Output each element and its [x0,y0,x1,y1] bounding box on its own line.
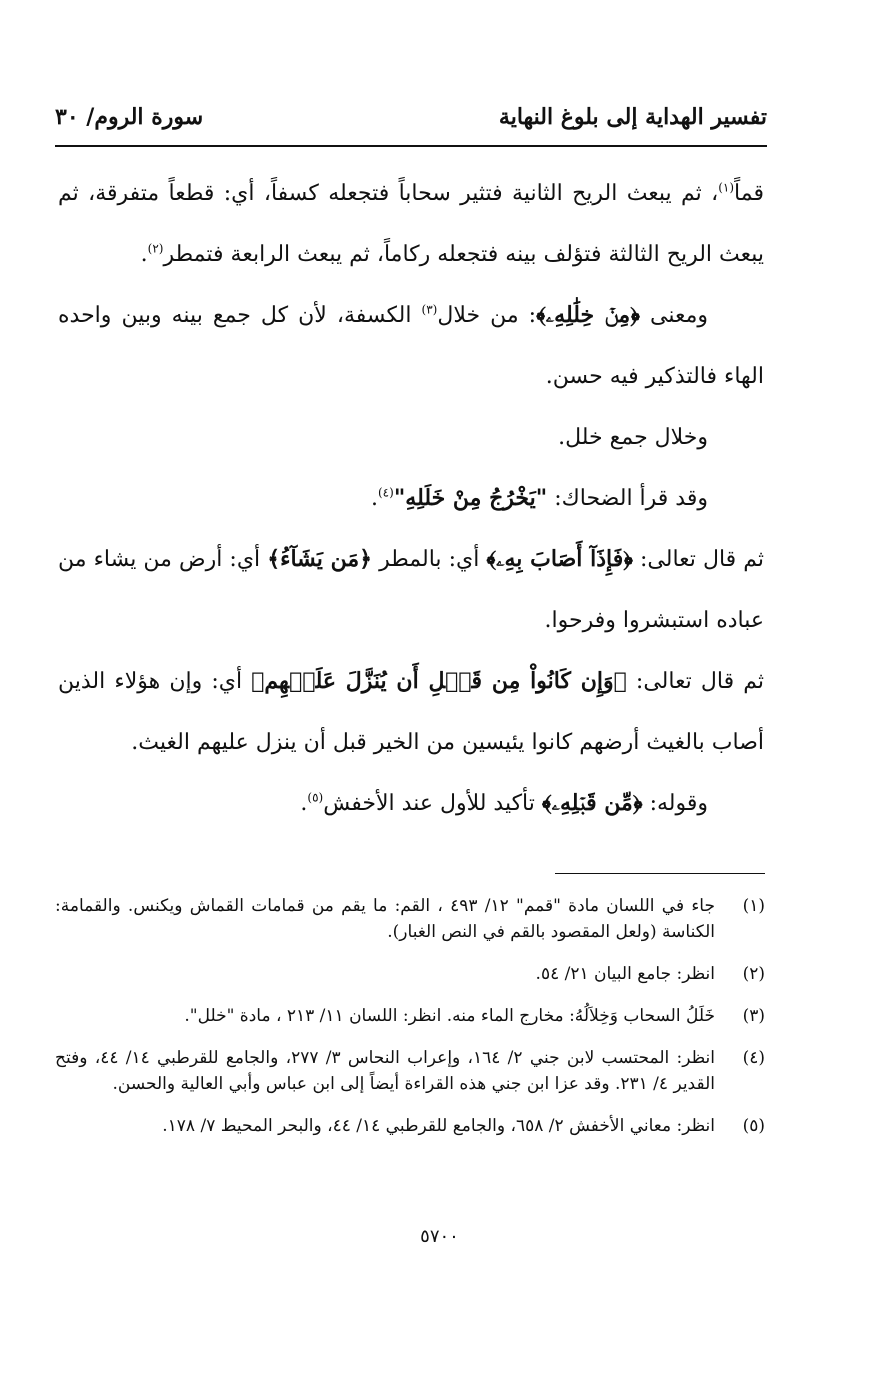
footnote-ref: (٣) [421,302,438,317]
quran-reading: "يَخْرُجُ مِنْ خَلَلِهِ" [393,485,548,511]
text-fragment: : من خلال [437,303,537,328]
running-header [55,104,767,144]
footnote-ref: (١) [718,180,735,195]
text-fragment: تأكيد للأول عند الأخفش [323,791,542,816]
paragraph-2 [58,285,764,407]
footnote [55,893,767,945]
paragraph-1 [58,163,764,285]
footnote-text: انظر: معاني الأخفش ٢/ ٦٥٨، والجامع للقرطبي ١٤/ ٤٤، والبحر المحيط ٧/ ١٧٨. [162,1116,715,1136]
text-fragment: ، ثم يبعث الريح الثانية فتثير سحاباً فتجعله كسفاً، أي: قطعاً متفرقة، ثم يبعث الريح الثالثة فتؤلف بينه فتجعله ركاماً، ثم يبعث الرابعة فتمطر [58,181,764,267]
text-fragment: أي: وإن هؤلاء الذين أصاب بالغيث أرضهم كانوا يئيسين من الخير قبل أن ينزل عليهم الغيث. [58,669,764,755]
main-text [58,163,764,834]
text-fragment: وقد قرأ الضحاك: [547,486,708,511]
quran-verse: ﴿مَن يَشَآءُ﴾ [267,546,373,572]
page-number: ٥٧٠٠ [420,1226,459,1247]
footnote [55,1003,767,1029]
footnote-text: انظر: جامع البيان ٢١/ ٥٤. [535,964,715,984]
text-fragment: ومعنى [650,303,708,328]
paragraph-5 [58,529,764,651]
quran-verse: ﴿مِنۡ خِلَٰلِهِۦ﴾ [536,302,640,328]
footnote-number: (٥) [742,1116,765,1136]
footnote [55,1113,767,1139]
text-fragment: ثم قال تعالى: [632,547,764,572]
surah-page-label: سورة الروم/ ٣٠ [55,104,204,130]
quran-verse: ﴿فَإِذَآ أَصَابَ بِهِۦ﴾ [486,546,633,572]
footnotes [55,893,767,1155]
book-title: تفسير الهداية إلى بلوغ النهاية [498,104,767,130]
footnote [55,1045,767,1097]
footnote-separator [555,873,765,874]
header-rule [55,145,767,147]
footnote-number: (٢) [742,964,765,984]
quran-verse: ﴿مِّن قَبۡلِهِۦ﴾ [541,790,643,816]
footnote-text: خَلَلُ السحاب وَخِلاَلُهُ: مخارج الماء منه. انظر: اللسان ١١/ ٢١٣ ، مادة "خلل". [184,1006,715,1026]
footnote-text: انظر: المحتسب لابن جني ٢/ ١٦٤، وإعراب النحاس ٣/ ٢٧٧، والجامع للقرطبي ١٤/ ٤٤، وفتح القدير ٤/ ٢٣١. وقد عزا ابن جني هذه القراءة أيضاً إلى ابن عباس وأبي العالية والحسن. [55,1048,715,1094]
footnote-ref: (٢) [147,241,164,256]
footnote [55,961,767,987]
text-fragment: قماً [734,181,764,206]
footnote-text: جاء في اللسان مادة "قمم" ١٢/ ٤٩٣ ، القم: ما يقم من قمامات القماش ويكنس. والقمامة: الكناسة (ولعل المقصود بالقم في النص الغبار). [55,896,715,942]
footnote-ref: (٥) [307,790,324,805]
quran-verse: ﴿وَإِن كَانُواْ مِن قَبۡلِ أَن يُنَزَّلَ عَلَيۡهِم﴾ [251,668,627,694]
paragraph-3: وخلال جمع خلل. [558,425,708,450]
footnote-number: (١) [742,896,765,916]
text-fragment: وقوله: [642,791,708,816]
footnote-number: (٤) [742,1048,765,1068]
text-fragment: . [300,791,308,816]
text-fragment: أي: أرض من يشاء من عباده استبشروا وفرحوا. [58,547,764,633]
footnote-number: (٣) [742,1006,765,1026]
text-fragment: . [140,242,148,267]
footnote-ref: (٤) [377,485,394,500]
text-fragment: أي: بالمطر [372,547,487,572]
paragraph-7 [58,773,764,834]
paragraph-4 [58,468,764,529]
text-fragment: الكسفة، لأن كل جمع بينه وبين واحده الهاء فالتذكير فيه حسن. [58,303,764,389]
text-fragment: . [370,486,378,511]
paragraph-6 [58,651,764,773]
text-fragment: ثم قال تعالى: [626,669,764,694]
